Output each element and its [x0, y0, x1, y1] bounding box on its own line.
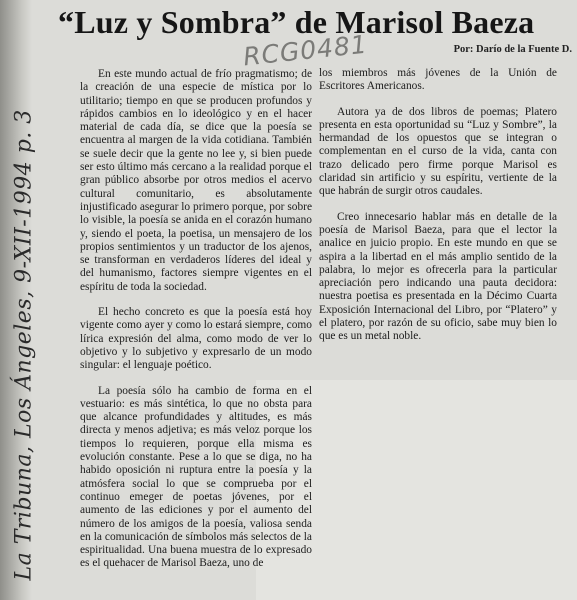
paragraph: Autora ya de dos libros de poemas; Platero presenta en esta oportunidad su “Luz y Sombre”, la hermandad de los opuestos que se integran o complementan en el curso de la vida, canta con trazo delicado pero firme porque Marisol es claridad sin artificio y su espíritu, vertiente de la que habrán de surgir otros caudales. — [319, 105, 557, 198]
handwritten-source-note: La Tribuna, Los Ángeles, 9-XII-1994 p. 3 — [11, 109, 37, 581]
paragraph: los miembros más jóvenes de la Unión de Escritores Americanos. — [319, 67, 557, 93]
paragraph: La poesía sólo ha cambio de forma en el vestuario: es más sintética, lo que no obsta para que alcance profundidades y altitudes, es más directa y menos adjetiva; es más veloz porque los tiempos lo requieren, porque ella misma es evolución constante. Pese a lo que se diga, no ha habido oposición ni ruptura entre la poesía y la atmósfera social lo que se comprueba por el continuo emeger de poetas jóvenes, por el aumento de las ediciones y por el aumento del número de los amigos de la poesía, valiosa senda en la comunicación de símbolos más selectos de la espiritualidad. Una buena muestra de lo expresado es el quehacer de Marisol Baeza, uno de — [80, 384, 312, 570]
article-column-2 — [319, 67, 557, 356]
article-byline: Por: Darío de la Fuente D. — [453, 44, 572, 55]
archive-stamp: RCG0481 — [241, 29, 370, 72]
article-column-1 — [80, 68, 312, 583]
paragraph: El hecho concreto es que la poesía está hoy vigente como ayer y como lo estará siempre, como lírica expresión del alma, como modo de ver lo objetivo y lo subjetivo y expresarlo de un modo singular: el lenguaje poético. — [80, 306, 312, 372]
paragraph: En este mundo actual de frío pragmatismo; de la creación de una especie de mística por lo utilitario; tiempo en que se producen profundos y rápidos cambios en lo ideológico y en el hacer material de cada día, se dice que la poesía se encuentra al margen de la vida cotidiana. También se suele decir que la gente no lee y, si bien puede ser esto último más cercano a la realidad porque el gran público absorbe por otros medios el acervo cultural comunitario, es absolutamente injustificado asegurar lo primero porque, por sobre lo visible, la poesía se anida en el corazón humano y, siendo el poeta, la poetisa, un mensajero de los propios sentimientos y un traductor de los ajenos, se transforman en verdaderos líderes del ideal y del humanismo, factores siempre vigentes en el espíritu de toda la sociedad. — [80, 68, 312, 293]
paragraph: Creo innecesario hablar más en detalle de la poesía de Marisol Baeza, para que el lector la analice en juicio propio. En este mundo en que se aspira a la libertad en el más amplio sentido de la palabra, lo mejor es ofrecerla para la particular apreciación pero indicando una pauta decidora: nuestra poetisa es presentada en la Décimo Cuarta Exposición Internacional del Libro, por “Platero” y el platero, por razón de su oficio, sabe muy bien lo que es un metal noble. — [319, 210, 557, 343]
article-headline: “Luz y Sombra” de Marisol Baeza — [58, 4, 535, 40]
